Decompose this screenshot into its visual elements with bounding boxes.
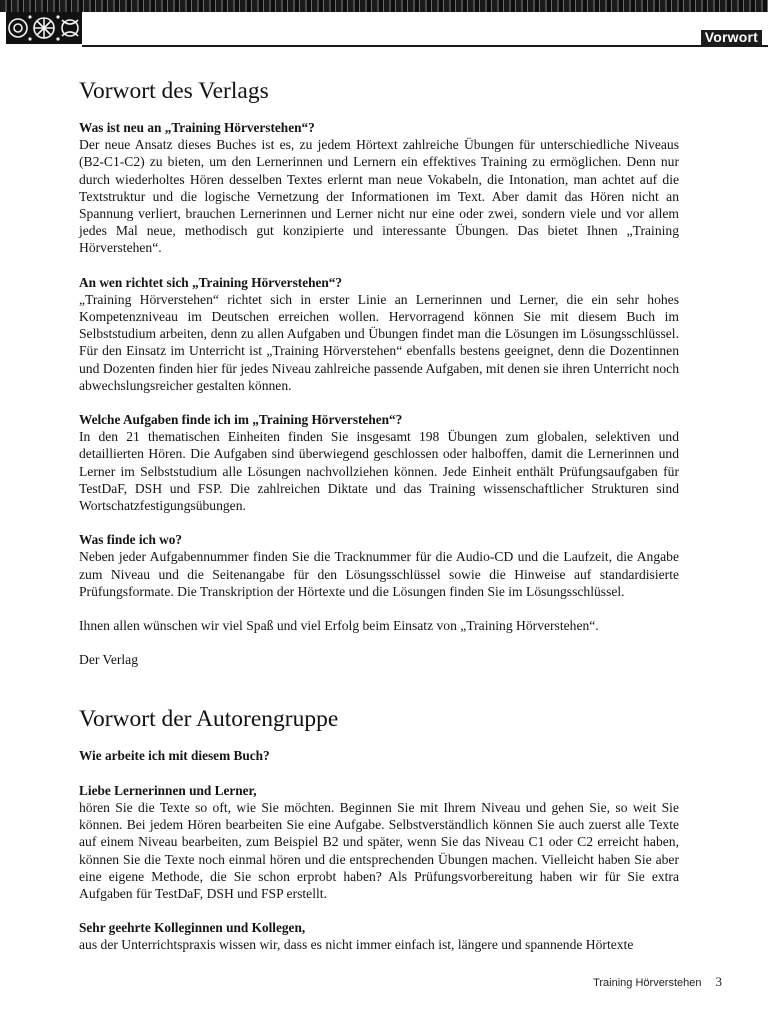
autoren-question-2: Sehr geehrte Kolleginnen und Kollegen, [79,920,306,936]
autoren-question-1: Liebe Lernerinnen und Lerner, [79,782,257,798]
ornament-logo-icon [6,12,82,44]
header-rule [82,45,768,47]
verlag-question-4: Was finde ich wo? [79,532,183,548]
page-footer [593,974,722,990]
footer-book-title: Training Hörverstehen [593,977,702,989]
autoren-subtitle: Wie arbeite ich mit diesem Buch? [79,748,270,764]
autoren-paragraph-1: hören Sie die Texte so oft, wie Sie möchten. Beginnen Sie mit Ihrem Niveau und gehen Sie, so weit Sie können. Bei jedem Hören bearbeiten Sie eine Aufgabe. Selbstverständlich können Sie auch zuerst alle Texte auf einem Niveau bearbeiten, zum Beispiel B2 und später, wenn Sie das Niveau C1 oder C2 erreicht haben, können Sie die Texte noch einmal hören und die entsprechenden Übungen machen. Vielleicht haben Sie aber eine eigene Methode, die Sie schon erprobt haben? Als Prüfungsvorbereitung haben wir für Sie extra Aufgaben für TestDaF, DSH und FSP erstellt. [79,799,679,901]
page-number: 3 [715,974,722,989]
verlag-closing: Ihnen allen wünschen wir viel Spaß und viel Erfolg beim Einsatz von „Training Hörverstehen“. [79,618,599,634]
autoren-paragraph-2: aus der Unterrichtspraxis wissen wir, dass es nicht immer einfach ist, längere und spannende Hörtexte [79,937,634,953]
verlag-paragraph-1: Der neue Ansatz dieses Buches ist es, zu jedem Hörtext zahlreiche Übungen für unterschiedliche Niveaus (B2-C1-C2) zu bieten, um den Lernerinnen und Lernern ein effektives Training zu ermöglichen. Denn nur durch wiederholtes Hören desselben Textes erlernt man neue Vokabeln, die Intonation, man achtet auf die Textstruktur und die logische Vernetzung der Informationen im Text. Aber damit das Hören nicht an Spannung verliert, brauchen Lernerinnen und Lerner nicht nur eine oder zwei, sondern viele und vor allem jedes Mal neue, methodisch gut konzipierte und interessante Übungen. Das bietet Ihnen „Training Hörverstehen“. [79,137,679,256]
verlag-paragraph-2: „Training Hörverstehen“ richtet sich in erster Linie an Lernerinnen und Lerner, die ein sehr hohes Kompetenzniveau im Deutschen erreichen wollen. Hervorragend können Sie mit diesem Buch im Selbststudium arbeiten, denn zu allen Aufgaben und Übungen findet man die Lösungen im Lösungsschlüssel. Für den Einsatz im Unterricht ist „Training Hörverstehen“ ebenfalls bestens geeignet, denn die Dozentinnen und Dozenten finden hier für jedes Niveau zahlreiche passende Aufgaben, mit denen sie ihren Unterricht noch abwechslungsreicher gestalten können. [79,291,679,393]
verlag-paragraph-3: In den 21 thematischen Einheiten finden Sie insgesamt 198 Übungen zum globalen, selektiven und detaillierten Hören. Die Aufgaben sind überwiegend geschlossen oder halboffen, damit die Lernerinnen und Lerner im Selbststudium alle Lösungen nachvollziehen können. Jede Einheit enthält Prüfungsaufgaben für TestDaF, DSH und FSP. Die zahlreichen Diktate und das Training wissenschaftlicher Strukturen sind Wortschatzfestigungsübungen. [79,429,679,514]
verlag-signature: Der Verlag [79,652,139,668]
verlag-title: Vorwort des Verlags [79,78,269,104]
verlag-question-2: An wen richtet sich „Training Hörverstehen“? [79,274,343,290]
autoren-title: Vorwort der Autorengruppe [79,706,339,733]
page-content [79,76,679,954]
verlag-question-3: Welche Aufgaben finde ich im „Training Hörverstehen“? [79,412,403,428]
verlag-question-1: Was ist neu an „Training Hörverstehen“? [79,120,315,135]
top-border-strip [0,0,768,12]
verlag-paragraph-4: Neben jeder Aufgabennummer finden Sie die Tracknummer für die Audio-CD und die Laufzeit, die Angabe zum Niveau und die Seitenangabe für den Lösungsschlüssel sowie die Hinweise auf standardisierte Prüfungsformate. Die Transkription der Hörtexte und die Lösungen finden Sie im Lösungsschlüssel. [79,549,679,599]
section-tab: Vorwort [701,30,762,45]
